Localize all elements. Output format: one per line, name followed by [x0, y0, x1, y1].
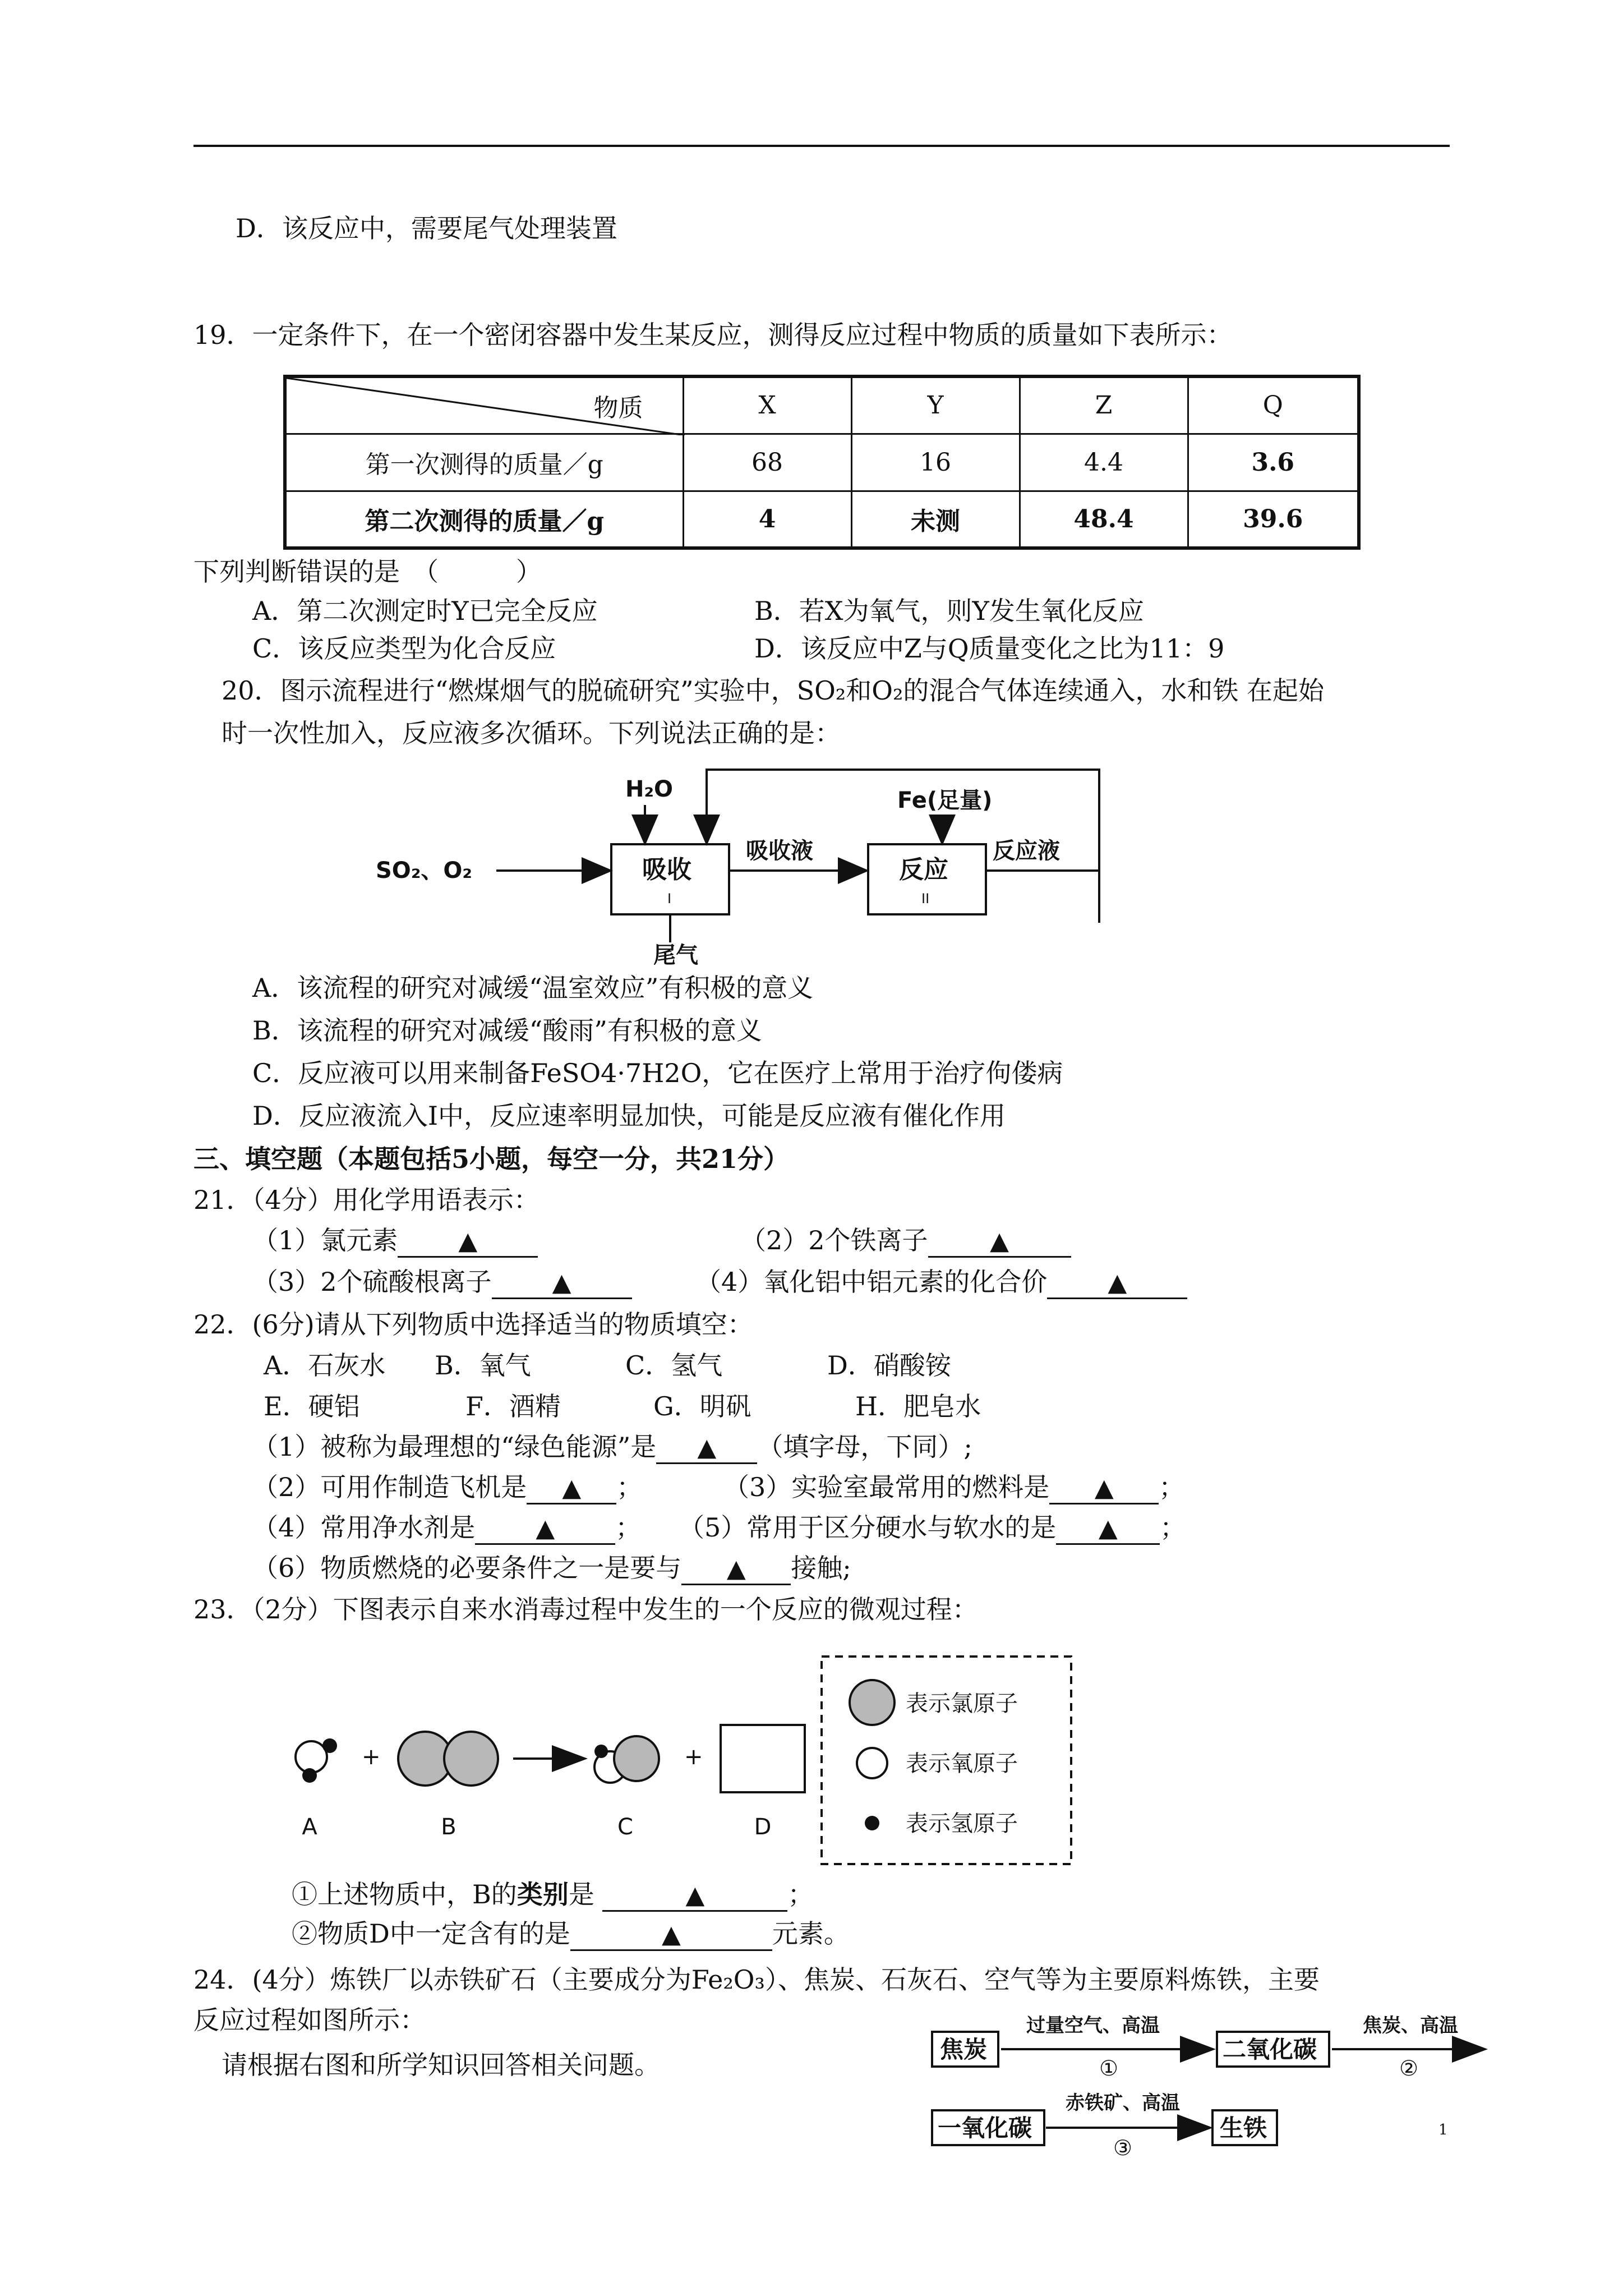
q22-part2 — [252, 1471, 642, 1504]
q22-part5-label: （5）常用于区分硬水与软水的是 — [679, 1512, 1057, 1543]
q22-choice-g: G．明矾 — [653, 1391, 751, 1421]
q22-part5 — [679, 1511, 1186, 1545]
answer-blank[interactable]: ▲ — [475, 1514, 615, 1545]
fe-label: Fe(足量) — [897, 788, 993, 813]
label-b: B — [441, 1814, 457, 1840]
q21-part3 — [252, 1266, 632, 1299]
coke-label: 焦炭 — [940, 2036, 988, 2063]
q22-part6 — [252, 1552, 851, 1585]
molecule-d-box — [721, 1725, 805, 1792]
q19-stem: 19．一定条件下，在一个密闭容器中发生某反应，测得反应过程中物质的质量如下表所示： — [193, 320, 1233, 350]
table-cell: 4 — [683, 491, 851, 548]
label-a: A — [302, 1814, 317, 1840]
react-label: 反应 — [899, 855, 948, 884]
q23-part1-mid: 是 — [568, 1879, 594, 1910]
q21-part1-label: （1）氯元素 — [252, 1225, 398, 1255]
table-cell: 4.4 — [1020, 434, 1188, 491]
q21-part4 — [695, 1266, 1187, 1299]
table-header-x: X — [683, 376, 851, 434]
table-header-y: Y — [851, 376, 1020, 434]
absorb-numeral: I — [667, 891, 672, 907]
q20-option-c: C．反应液可以用来制备FeSO4·7H2O，它在医疗上常用于治疗佝偻病 — [252, 1058, 1063, 1088]
answer-blank[interactable]: ▲ — [656, 1433, 757, 1464]
molecule-c — [594, 1736, 659, 1783]
table-row-first-measure — [285, 434, 1359, 491]
hydrogen-atom-swatch — [865, 1816, 879, 1830]
pig-iron-label: 生铁 — [1220, 2114, 1267, 2142]
q21-part3-label: （3）2个硫酸根离子 — [252, 1267, 492, 1297]
q20-flow-diagram — [370, 763, 1133, 965]
q22-part3 — [723, 1471, 1184, 1504]
molecule-a — [296, 1738, 337, 1783]
q21-part1 — [252, 1224, 538, 1258]
q22-part4-label: （4）常用净水剂是 — [252, 1512, 476, 1543]
q20-option-a: A．该流程的研究对减缓“温室效应”有积极的意义 — [252, 973, 814, 1003]
q22-part1-suffix: （填字母，下同）; — [757, 1432, 972, 1462]
table-header-q: Q — [1188, 376, 1359, 434]
q21-part2-label: （2）2个铁离子 — [740, 1225, 928, 1255]
q19-mass-table — [283, 375, 1361, 550]
answer-blank[interactable]: ▲ — [681, 1554, 791, 1585]
q22-part4-suffix: ； — [615, 1512, 642, 1543]
section3-title: 三、填空题（本题包括5小题，每空一分，共21分） — [193, 1144, 790, 1174]
h2o-label: H₂O — [625, 776, 673, 802]
q22-choice-e: E．硬铝 — [264, 1391, 360, 1421]
q23-part2-suffix: 元素。 — [772, 1918, 850, 1949]
table-cell: 39.6 — [1188, 491, 1359, 548]
step1-number: ① — [1099, 2056, 1119, 2081]
answer-blank[interactable]: ▲ — [1056, 1514, 1160, 1545]
q24-stem-line2: 反应过程如图所示： — [193, 2005, 426, 2035]
step3-number: ③ — [1113, 2136, 1133, 2160]
chlorine-atom-swatch — [850, 1680, 895, 1725]
tail-gas-label: 尾气 — [653, 942, 698, 965]
header-rule — [193, 145, 1450, 147]
q23-part2-label: ②物质D中一定含有的是 — [292, 1918, 570, 1949]
q22-part3-suffix: ； — [1159, 1472, 1185, 1502]
absorbent-label: 吸收液 — [746, 838, 813, 864]
q22-part3-label: （3）实验室最常用的燃料是 — [723, 1472, 1050, 1502]
table-cell: 16 — [851, 434, 1020, 491]
q22-choice-c: C．氢气 — [625, 1350, 723, 1381]
q22-part6-suffix: 接触; — [791, 1553, 851, 1583]
q20-stem-line2: 时一次性加入，反应液多次循环。下列说法正确的是： — [222, 718, 841, 748]
step2-number: ② — [1399, 2056, 1419, 2081]
react-numeral: II — [921, 891, 930, 907]
q22-part2-label: （2）可用作制造飞机是 — [252, 1472, 527, 1502]
q23-micro-diagram — [280, 1655, 1110, 1868]
step3-condition: 赤铁矿、高温 — [1066, 2092, 1180, 2114]
answer-blank[interactable]: ▲ — [928, 1227, 1071, 1258]
answer-blank[interactable]: ▲ — [1047, 1268, 1187, 1299]
gas-in-label: SO₂、O₂ — [376, 858, 472, 884]
q23-part1-label: ①上述物质中，B的 — [292, 1879, 517, 1910]
answer-blank[interactable]: ▲ — [1049, 1474, 1159, 1504]
legend-hydrogen: 表示氢原子 — [906, 1811, 1018, 1837]
q23-part1-bold: 类别 — [517, 1879, 569, 1910]
q24-instruction: 请根据右图和所学知识回答相关问题。 — [222, 2050, 660, 2080]
table-cell: 未测 — [851, 491, 1020, 548]
table-cell: 48.4 — [1020, 491, 1188, 548]
q20-stem-line1: 20．图示流程进行“燃煤烟气的脱硫研究”实验中，SO₂和O₂的混合气体连续通入，水和铁 在起始 — [222, 675, 1325, 706]
molecule-b — [398, 1732, 498, 1786]
answer-blank[interactable]: ▲ — [398, 1227, 538, 1258]
step2-condition: 焦炭、高温 — [1363, 2014, 1458, 2037]
q22-part4 — [252, 1511, 641, 1545]
q22-stem: 22．(6分)请从下列物质中选择适当的物质填空： — [193, 1309, 753, 1340]
q22-part5-suffix: ； — [1160, 1512, 1186, 1543]
q18-option-d: D．该反应中，需要尾气处理装置 — [236, 213, 617, 243]
q19-option-d: D．该反应中Z与Q质量变化之比为11：9 — [754, 633, 1225, 664]
table-cell: 3.6 — [1188, 434, 1359, 491]
q22-choice-h: H．肥皂水 — [855, 1391, 981, 1421]
table-corner-cell — [285, 376, 683, 434]
q22-choice-a: A．石灰水 — [264, 1350, 386, 1381]
q19-prompt: 下列判断错误的是 （ ） — [193, 556, 542, 587]
q22-part1-label: （1）被称为最理想的“绿色能源”是 — [252, 1432, 657, 1462]
table-cell: 68 — [683, 434, 851, 491]
q20-option-b: B．该流程的研究对减缓“酸雨”有积极的意义 — [252, 1015, 762, 1046]
reaction-liquid-label: 反应液 — [993, 838, 1060, 864]
q21-part2 — [740, 1224, 1071, 1258]
answer-blank[interactable]: ▲ — [492, 1268, 632, 1299]
q22-part6-label: （6）物质燃烧的必要条件之一是要与 — [252, 1553, 682, 1583]
q24-flow-diagram — [931, 2008, 1492, 2177]
q23-part2 — [292, 1917, 850, 1951]
co2-label: 二氧化碳 — [1223, 2036, 1317, 2063]
label-d: D — [754, 1814, 772, 1840]
q24-stem-line1: 24．(4分）炼铁厂以赤铁矿石（主要成分为Fe₂O₃）、焦炭、石灰石、空气等为主要原料炼铁，主要 — [193, 1964, 1320, 1995]
legend-oxygen: 表示氧原子 — [906, 1751, 1018, 1777]
legend-chlorine: 表示氯原子 — [906, 1691, 1018, 1717]
q22-choice-b: B．氧气 — [435, 1350, 531, 1381]
q20-option-d: D．反应液流入Ⅰ中，反应速率明显加快，可能是反应液有催化作用 — [252, 1101, 1006, 1131]
table-header-z: Z — [1020, 376, 1188, 434]
row-label: 第一次测得的质量／g — [285, 434, 683, 491]
step1-condition: 过量空气、高温 — [1026, 2014, 1160, 2037]
answer-blank[interactable]: ▲ — [602, 1881, 787, 1912]
plus-sign: + — [362, 1744, 381, 1770]
q23-stem: 23．（2分）下图表示自来水消毒过程中发生的一个反应的微观过程： — [193, 1594, 978, 1625]
q22-choice-f: F．酒精 — [465, 1391, 561, 1421]
q19-option-c: C．该反应类型为化合反应 — [252, 633, 556, 664]
q21-part4-label: （4）氧化铝中铝元素的化合价 — [695, 1267, 1048, 1297]
absorb-label: 吸收 — [642, 855, 691, 884]
table-corner-label: 物质 — [593, 393, 643, 422]
q19-option-b: B．若X为氧气，则Y发生氧化反应 — [754, 596, 1144, 626]
q19-option-a: A．第二次测定时Y已完全反应 — [252, 596, 598, 626]
table-header-row — [285, 376, 1359, 434]
label-c: C — [617, 1814, 633, 1840]
row-label: 第二次测得的质量／g — [285, 491, 683, 548]
q23-part1-suffix: ； — [787, 1879, 814, 1910]
q21-stem: 21．（4分）用化学用语表示： — [193, 1185, 540, 1215]
q22-part1 — [252, 1430, 972, 1464]
page-number: 1 — [1438, 2122, 1448, 2138]
oxygen-atom-swatch — [857, 1748, 887, 1778]
co-label: 一氧化碳 — [938, 2114, 1032, 2142]
q23-part1 — [292, 1878, 813, 1912]
table-row-second-measure — [285, 491, 1359, 548]
answer-blank[interactable]: ▲ — [570, 1920, 772, 1951]
answer-blank[interactable]: ▲ — [527, 1474, 616, 1504]
q22-part2-suffix: ； — [616, 1472, 643, 1502]
q22-choice-d: D．硝酸铵 — [827, 1350, 951, 1381]
plus-sign: + — [684, 1744, 703, 1770]
